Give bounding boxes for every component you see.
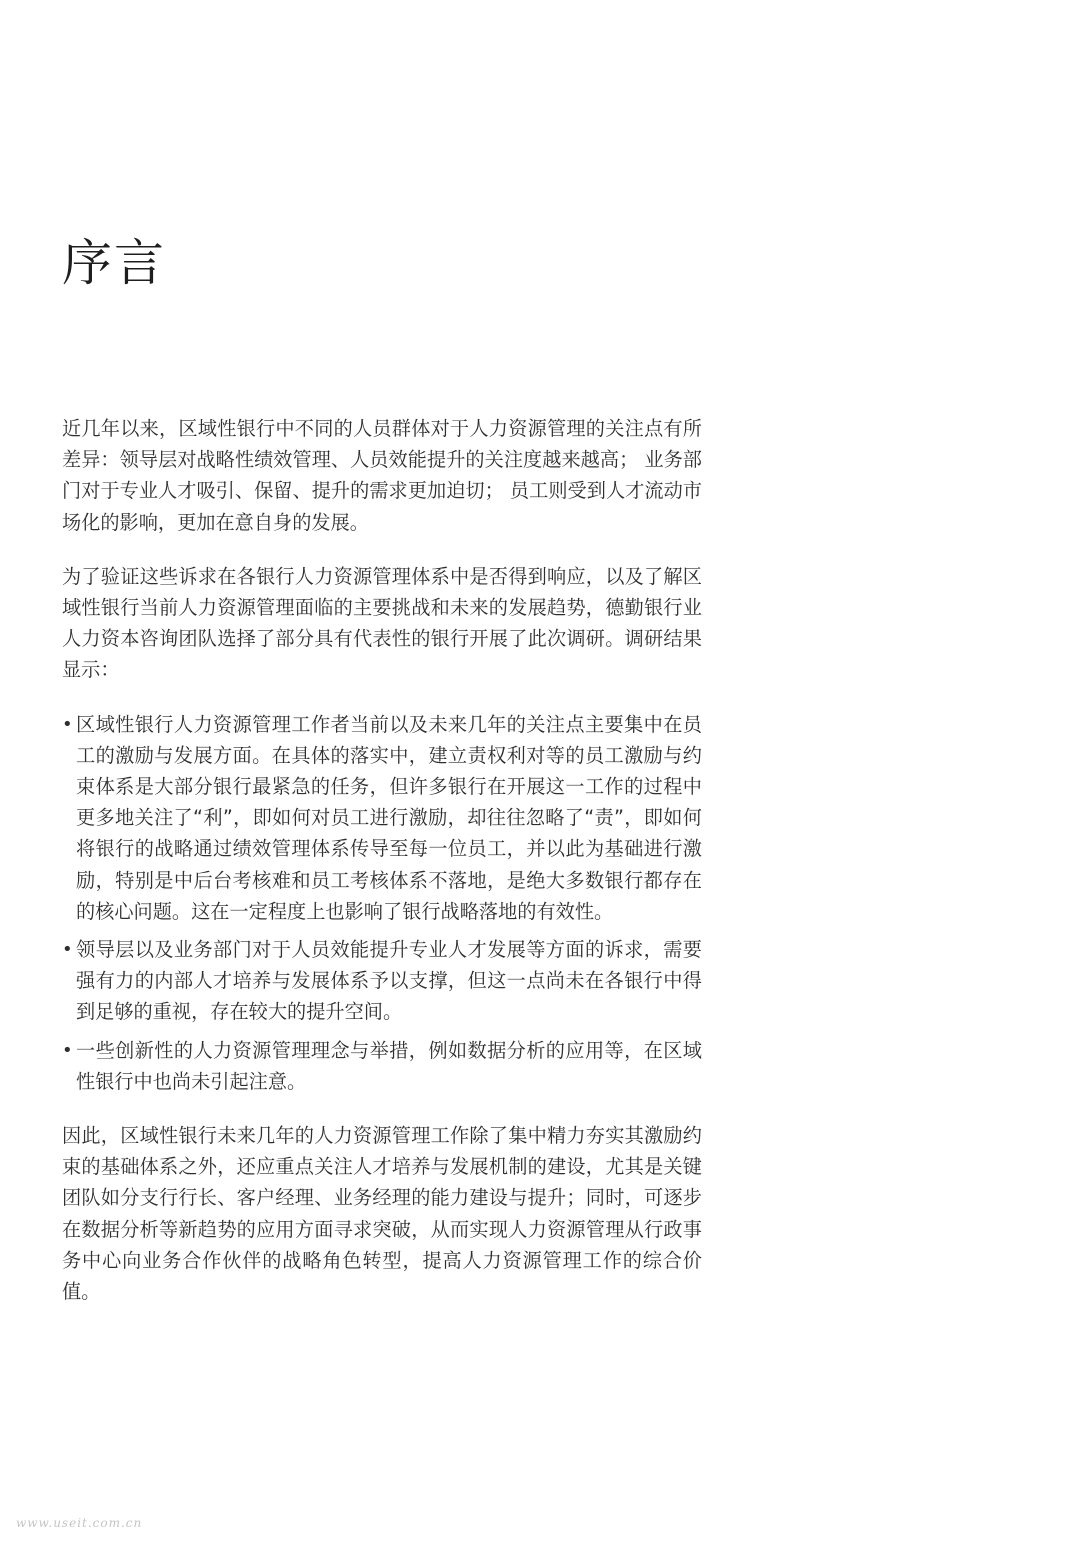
survey-paragraph: 为了验证这些诉求在各银行人力资源管理体系中是否得到响应，以及了解区域性银行当前人力资源管理面临的主要挑战和未来的发展趋势，德勤银行业人力资本咨询团队选择了部分具有代表性的银行开展了此次调研。调研结果显示： bbox=[62, 564, 702, 682]
intro-paragraph: 近几年以来，区域性银行中不同的人员群体对于人力资源管理的关注点有所差异：领导层对战略性绩效管理、人员效能提升的关注度越来越高； 业务部门对于专业人才吸引、保留、提升的需求更加迫切； 员工则受到人才流动市场化的影响，更加在意自身的发展。 bbox=[62, 417, 702, 534]
list-item bbox=[62, 934, 702, 1028]
bullet-icon: • bbox=[62, 939, 73, 961]
list-item-text: 领导层以及业务部门对于人员效能提升专业人才发展等方面的诉求，需要强有力的内部人才培养与发展体系予以支撑，但这一点尚未在各银行中得到足够的重视，存在较大的提升空间。 bbox=[76, 938, 702, 1024]
list-item bbox=[62, 1035, 702, 1097]
page-title: 序言 bbox=[62, 234, 166, 292]
list-item-text: 一些创新性的人力资源管理理念与举措，例如数据分析的应用等，在区域性银行中也尚未引起注意。 bbox=[76, 1038, 702, 1093]
list-item-text: 区域性银行人力资源管理工作者当前以及未来几年的关注点主要集中在员工的激励与发展方面。在具体的落实中，建立责权利对等的员工激励与约束体系是大部分银行最紧急的任务，但许多银行在开展这一工作的过程中更多地关注了“利”，即如何对员工进行激励，却往往忽略了“责”，即如何将银行的战略通过绩效管理体系传导至每一位员工，并以此为基础进行激励，特别是中后台考核难和员工考核体系不落地，是绝大多数银行都存在的核心问题。这在一定程度上也影响了银行战略落地的有效性。 bbox=[76, 712, 702, 923]
list-item bbox=[62, 709, 702, 927]
findings-list bbox=[62, 709, 702, 1097]
bullet-icon: • bbox=[62, 713, 73, 735]
watermark: www.useit.com.cn bbox=[16, 1516, 143, 1530]
conclusion-paragraph: 因此，区域性银行未来几年的人力资源管理工作除了集中精力夯实其激励约束的基础体系之外，还应重点关注人才培养与发展机制的建设，尤其是关键团队如分支行行长、客户经理、业务经理的能力建设与提升；同时，可逐步在数据分析等新趋势的应用方面寻求突破，从而实现人力资源管理从行政事务中心向业务合作伙伴的战略角色转型，提高人力资源管理工作的综合价值。 bbox=[62, 1124, 702, 1304]
preface-body bbox=[62, 413, 702, 1330]
bullet-icon: • bbox=[62, 1039, 73, 1061]
